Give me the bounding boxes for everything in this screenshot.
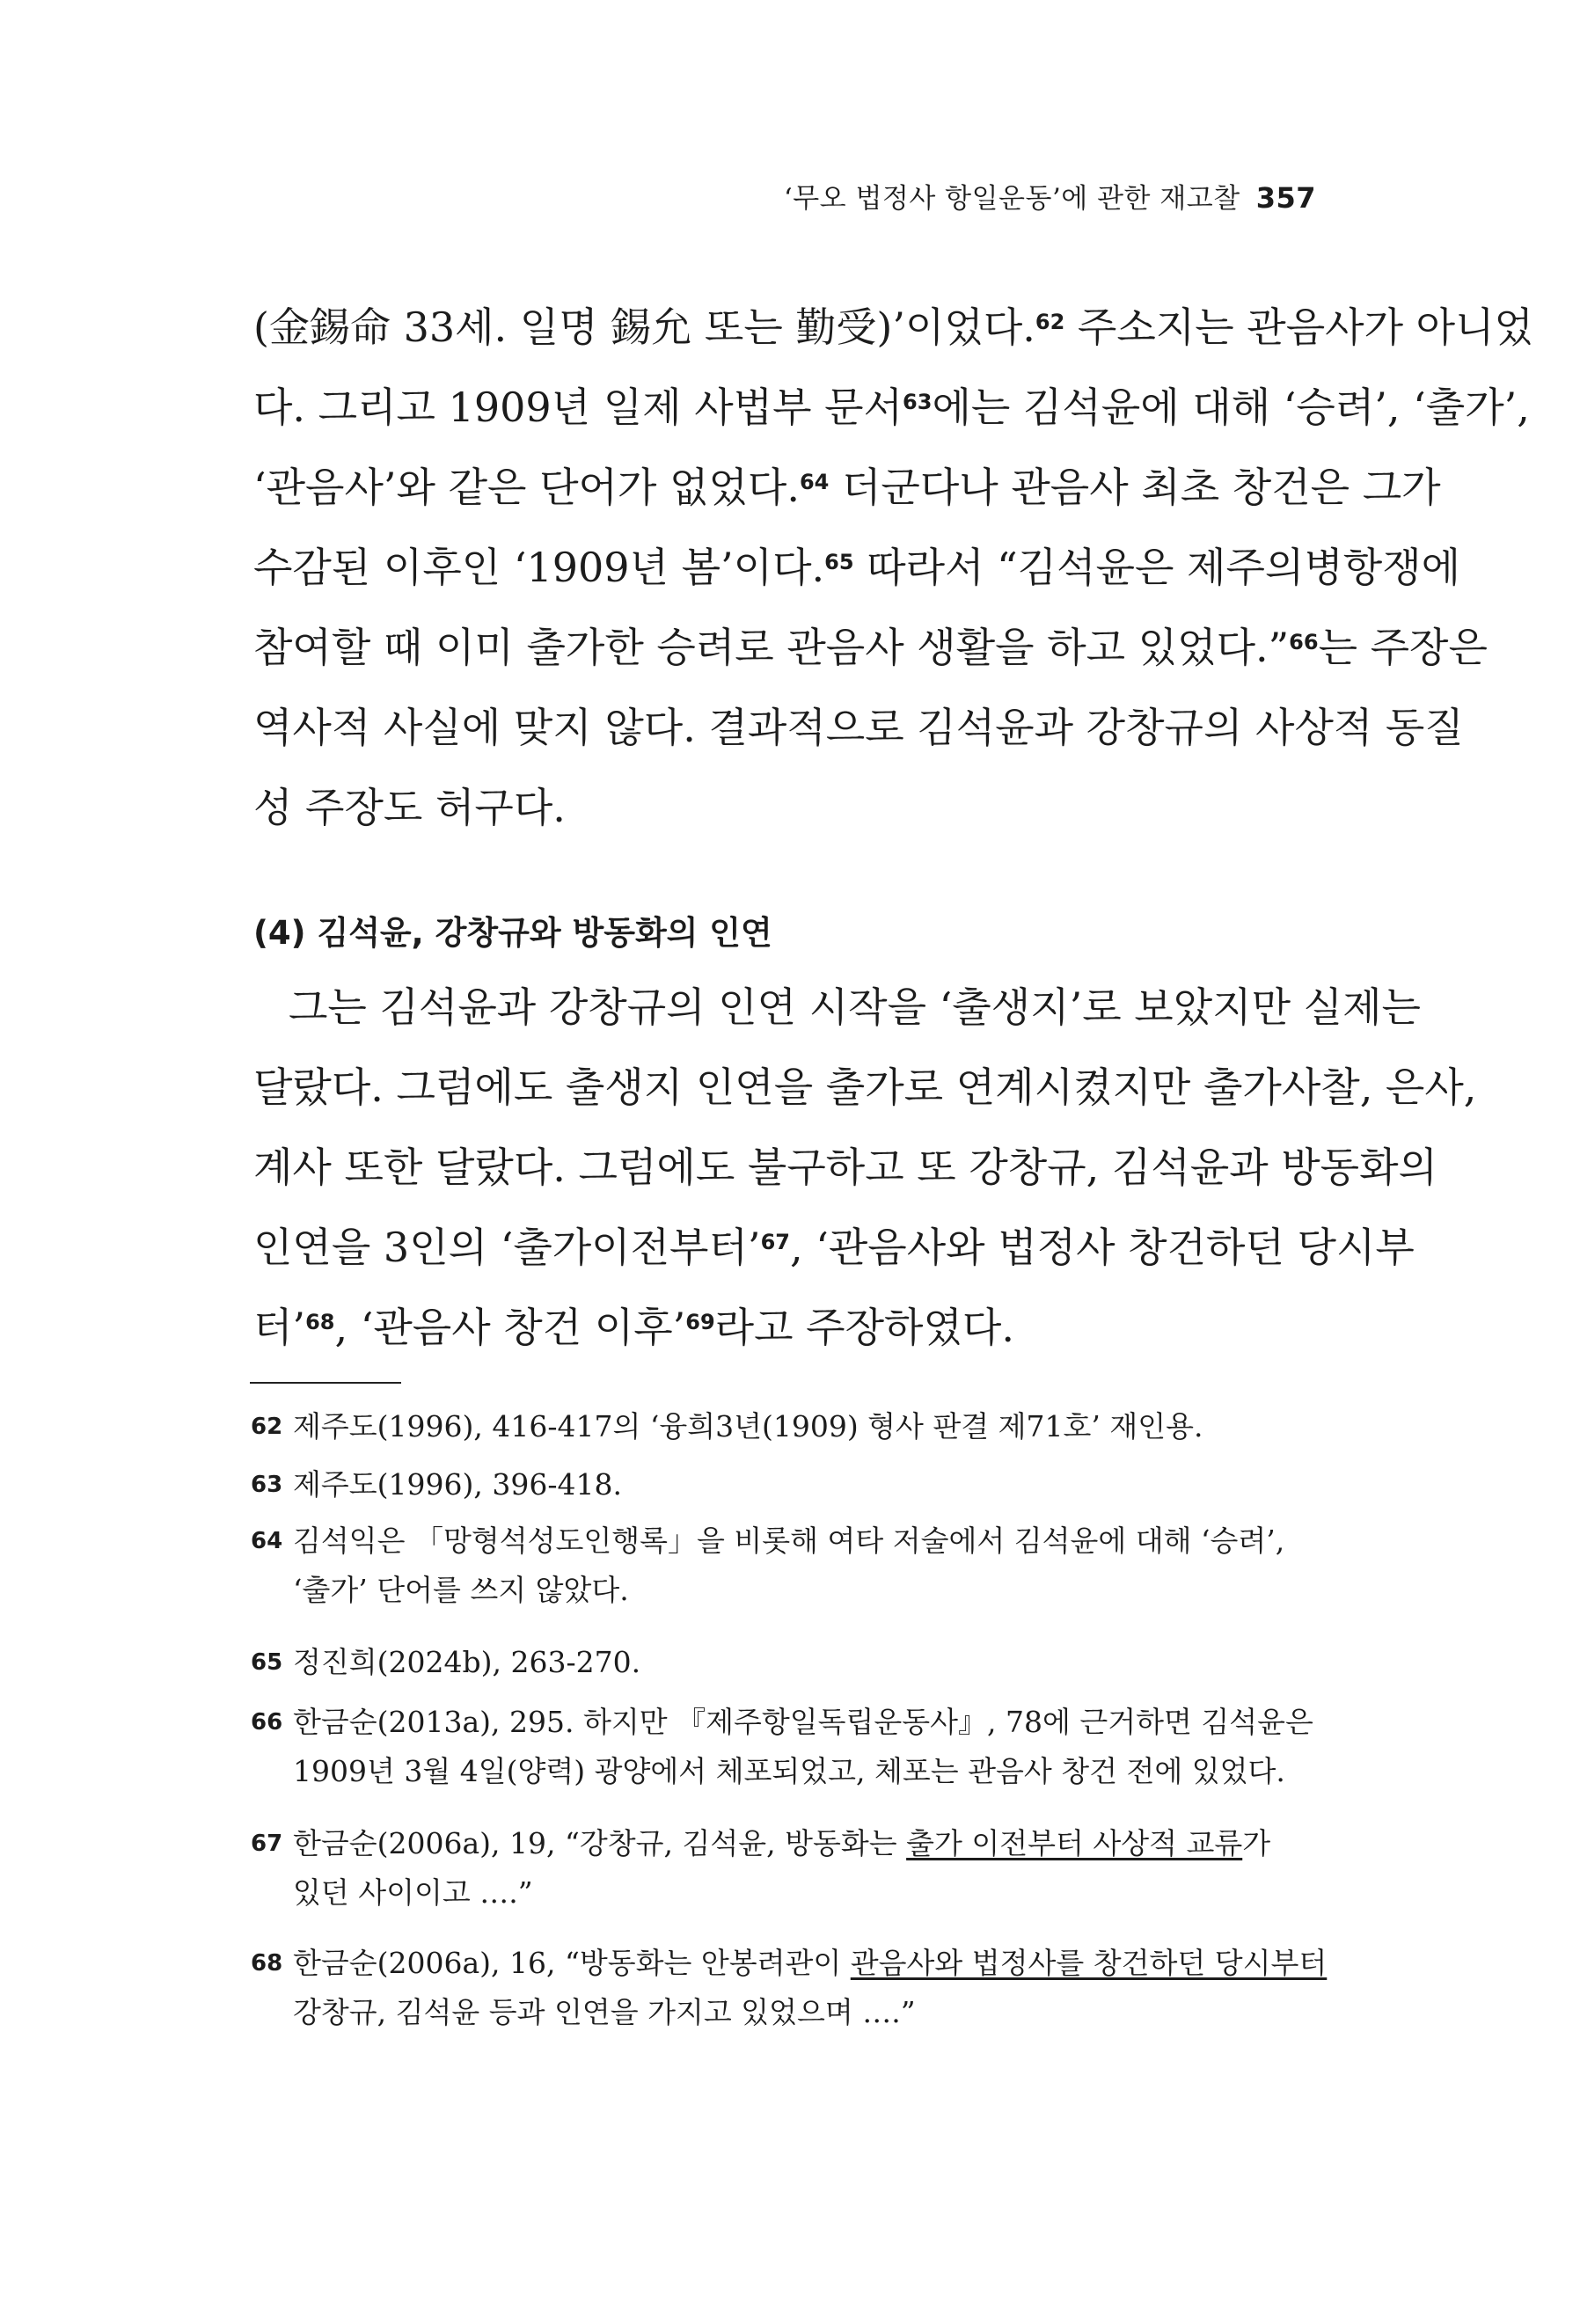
footnote-ref-65[interactable]: 65 [824,550,854,574]
footnote-number: 63 [251,1472,283,1498]
paragraph-line [253,1128,1437,1208]
paragraph-2 [253,968,1477,1368]
text-run: 인연을 3인의 ‘출가이전부터’ [253,1224,761,1271]
paragraph-line [253,1048,1477,1128]
footnote-text [293,1819,1331,1918]
footnote-number: 62 [251,1414,283,1440]
paragraph-line [253,688,1464,768]
footnote-number: 65 [251,1649,283,1676]
footnote-line: 1909년 3월 4일(양력) 광양에서 체포되었고, 체포는 관음사 창건 전에 있었다. [293,1754,1285,1788]
footnote-number: 64 [251,1528,283,1554]
paragraph-line [253,368,1530,448]
paragraph-line [253,448,1441,528]
underlined-quote: 관음사와 법정사를 창건하던 당시부터 [850,1946,1328,1980]
text-run: 그는 김석윤과 강창규의 인연 시작을 ‘출생지’로 보았지만 실제는 [289,983,1421,1031]
footnote-text [293,1516,1331,1615]
paragraph-line [253,1288,1327,1368]
text-run: 달랐다. 그럼에도 출생지 인연을 출가로 연계시켰지만 출가사찰, 은사, [253,1063,1477,1111]
text-run: 한금순(2006a), 16, “방동화는 안봉려관이 [293,1946,851,1980]
paragraph-line [253,1208,1415,1288]
footnote-line: ‘출가’ 단어를 쓰지 않았다. [293,1573,629,1607]
footnote-text [293,1402,1331,1451]
footnote-line: 강창규, 김석윤 등과 인연을 가지고 있었으며 ….” [293,1995,916,2029]
paragraph-line [253,528,1461,608]
footnote-line: 정진희(2024b), 263-270. [293,1645,641,1679]
text-run: 성 주장도 허구다. [253,784,566,831]
paragraph-line [253,288,1533,368]
footnote-line: 제주도(1996), 396-418. [293,1467,622,1502]
footnote-ref-66[interactable]: 66 [1289,630,1319,654]
running-header [784,176,1316,216]
footnote-line: 김석익은 「망형석성도인행록」을 비롯해 여타 저술에서 김석윤에 대해 ‘승려’, [293,1524,1285,1558]
text-run: , ‘관음사 창건 이후’ [334,1304,686,1351]
footnote-ref-64[interactable]: 64 [799,470,830,494]
text-run: 라고 주장하였다. [714,1304,1014,1351]
text-run: ‘관음사’와 같은 단어가 없었다. [253,464,800,511]
text-run: 더군다나 관음사 최초 창건은 그가 [829,464,1441,511]
footnote-separator [250,1382,401,1384]
text-run: 다. 그리고 1909년 일제 사법부 문서 [253,384,903,431]
footnote-line [293,1819,1331,1868]
paragraph-line [253,968,1421,1048]
footnote-text [293,1460,1331,1509]
footnote-ref-68[interactable]: 68 [305,1310,335,1334]
text-run: 가 [1242,1826,1271,1860]
footnote-number: 68 [251,1950,283,1977]
footnote-number: 66 [251,1709,283,1736]
section-heading: (4) 김석윤, 강창규와 방동화의 인연 [253,914,772,952]
paragraph-line [253,768,1327,848]
footnote-ref-62[interactable]: 62 [1035,310,1065,334]
running-title: ‘무오 법정사 항일운동’에 관한 재고찰 [783,183,1240,215]
text-run: 는 주장은 [1318,624,1488,671]
paragraph-line [253,608,1488,688]
underlined-quote: 출가 이전부터 사상적 교류 [906,1826,1243,1860]
footnote-text [293,1638,1331,1687]
footnote-text [293,1939,1331,2037]
text-run: (金錫命 33세. 일명 錫允 또는 勤受)’이었다. [253,303,1035,351]
footnote-ref-69[interactable]: 69 [685,1310,715,1334]
footnote-text [293,1698,1331,1796]
paragraph-1 [253,288,1533,848]
text-run: 에는 김석윤에 대해 ‘승려’, ‘출가’, [932,384,1530,431]
text-run: 역사적 사실에 맞지 않다. 결과적으로 김석윤과 강창규의 사상적 동질 [253,704,1464,751]
footnote-line [293,1939,1331,1988]
text-run: 한금순(2006a), 19, “강창규, 김석윤, 방동화는 [293,1826,907,1860]
footnote-line: 있던 사이이고 ….” [293,1875,533,1910]
footnote-ref-63[interactable]: 63 [903,390,933,414]
text-run: 계사 또한 달랐다. 그럼에도 불구하고 또 강창규, 김석윤과 방동화의 [253,1144,1437,1191]
footnote-number: 67 [251,1831,283,1857]
text-run: 따라서 “김석윤은 제주의병항쟁에 [853,544,1461,591]
text-run: 주소지는 관음사가 아니었 [1064,303,1533,351]
page-number: 357 [1255,181,1316,215]
footnote-line: 한금순(2013a), 295. 하지만 『제주항일독립운동사』, 78에 근거하면 김석윤은 [293,1705,1313,1739]
footnote-ref-67[interactable]: 67 [760,1230,790,1254]
footnote-line: 제주도(1996), 416-417의 ‘융희3년(1909) 형사 판결 제71호’ 재인용. [293,1409,1203,1443]
text-run: 수감된 이후인 ‘1909년 봄’이다. [253,544,825,591]
text-run: , ‘관음사와 법정사 창건하던 당시부 [789,1224,1415,1271]
text-run: 터’ [253,1304,306,1351]
text-run: 참여할 때 이미 출가한 승려로 관음사 생활을 하고 있었다.” [253,624,1290,671]
